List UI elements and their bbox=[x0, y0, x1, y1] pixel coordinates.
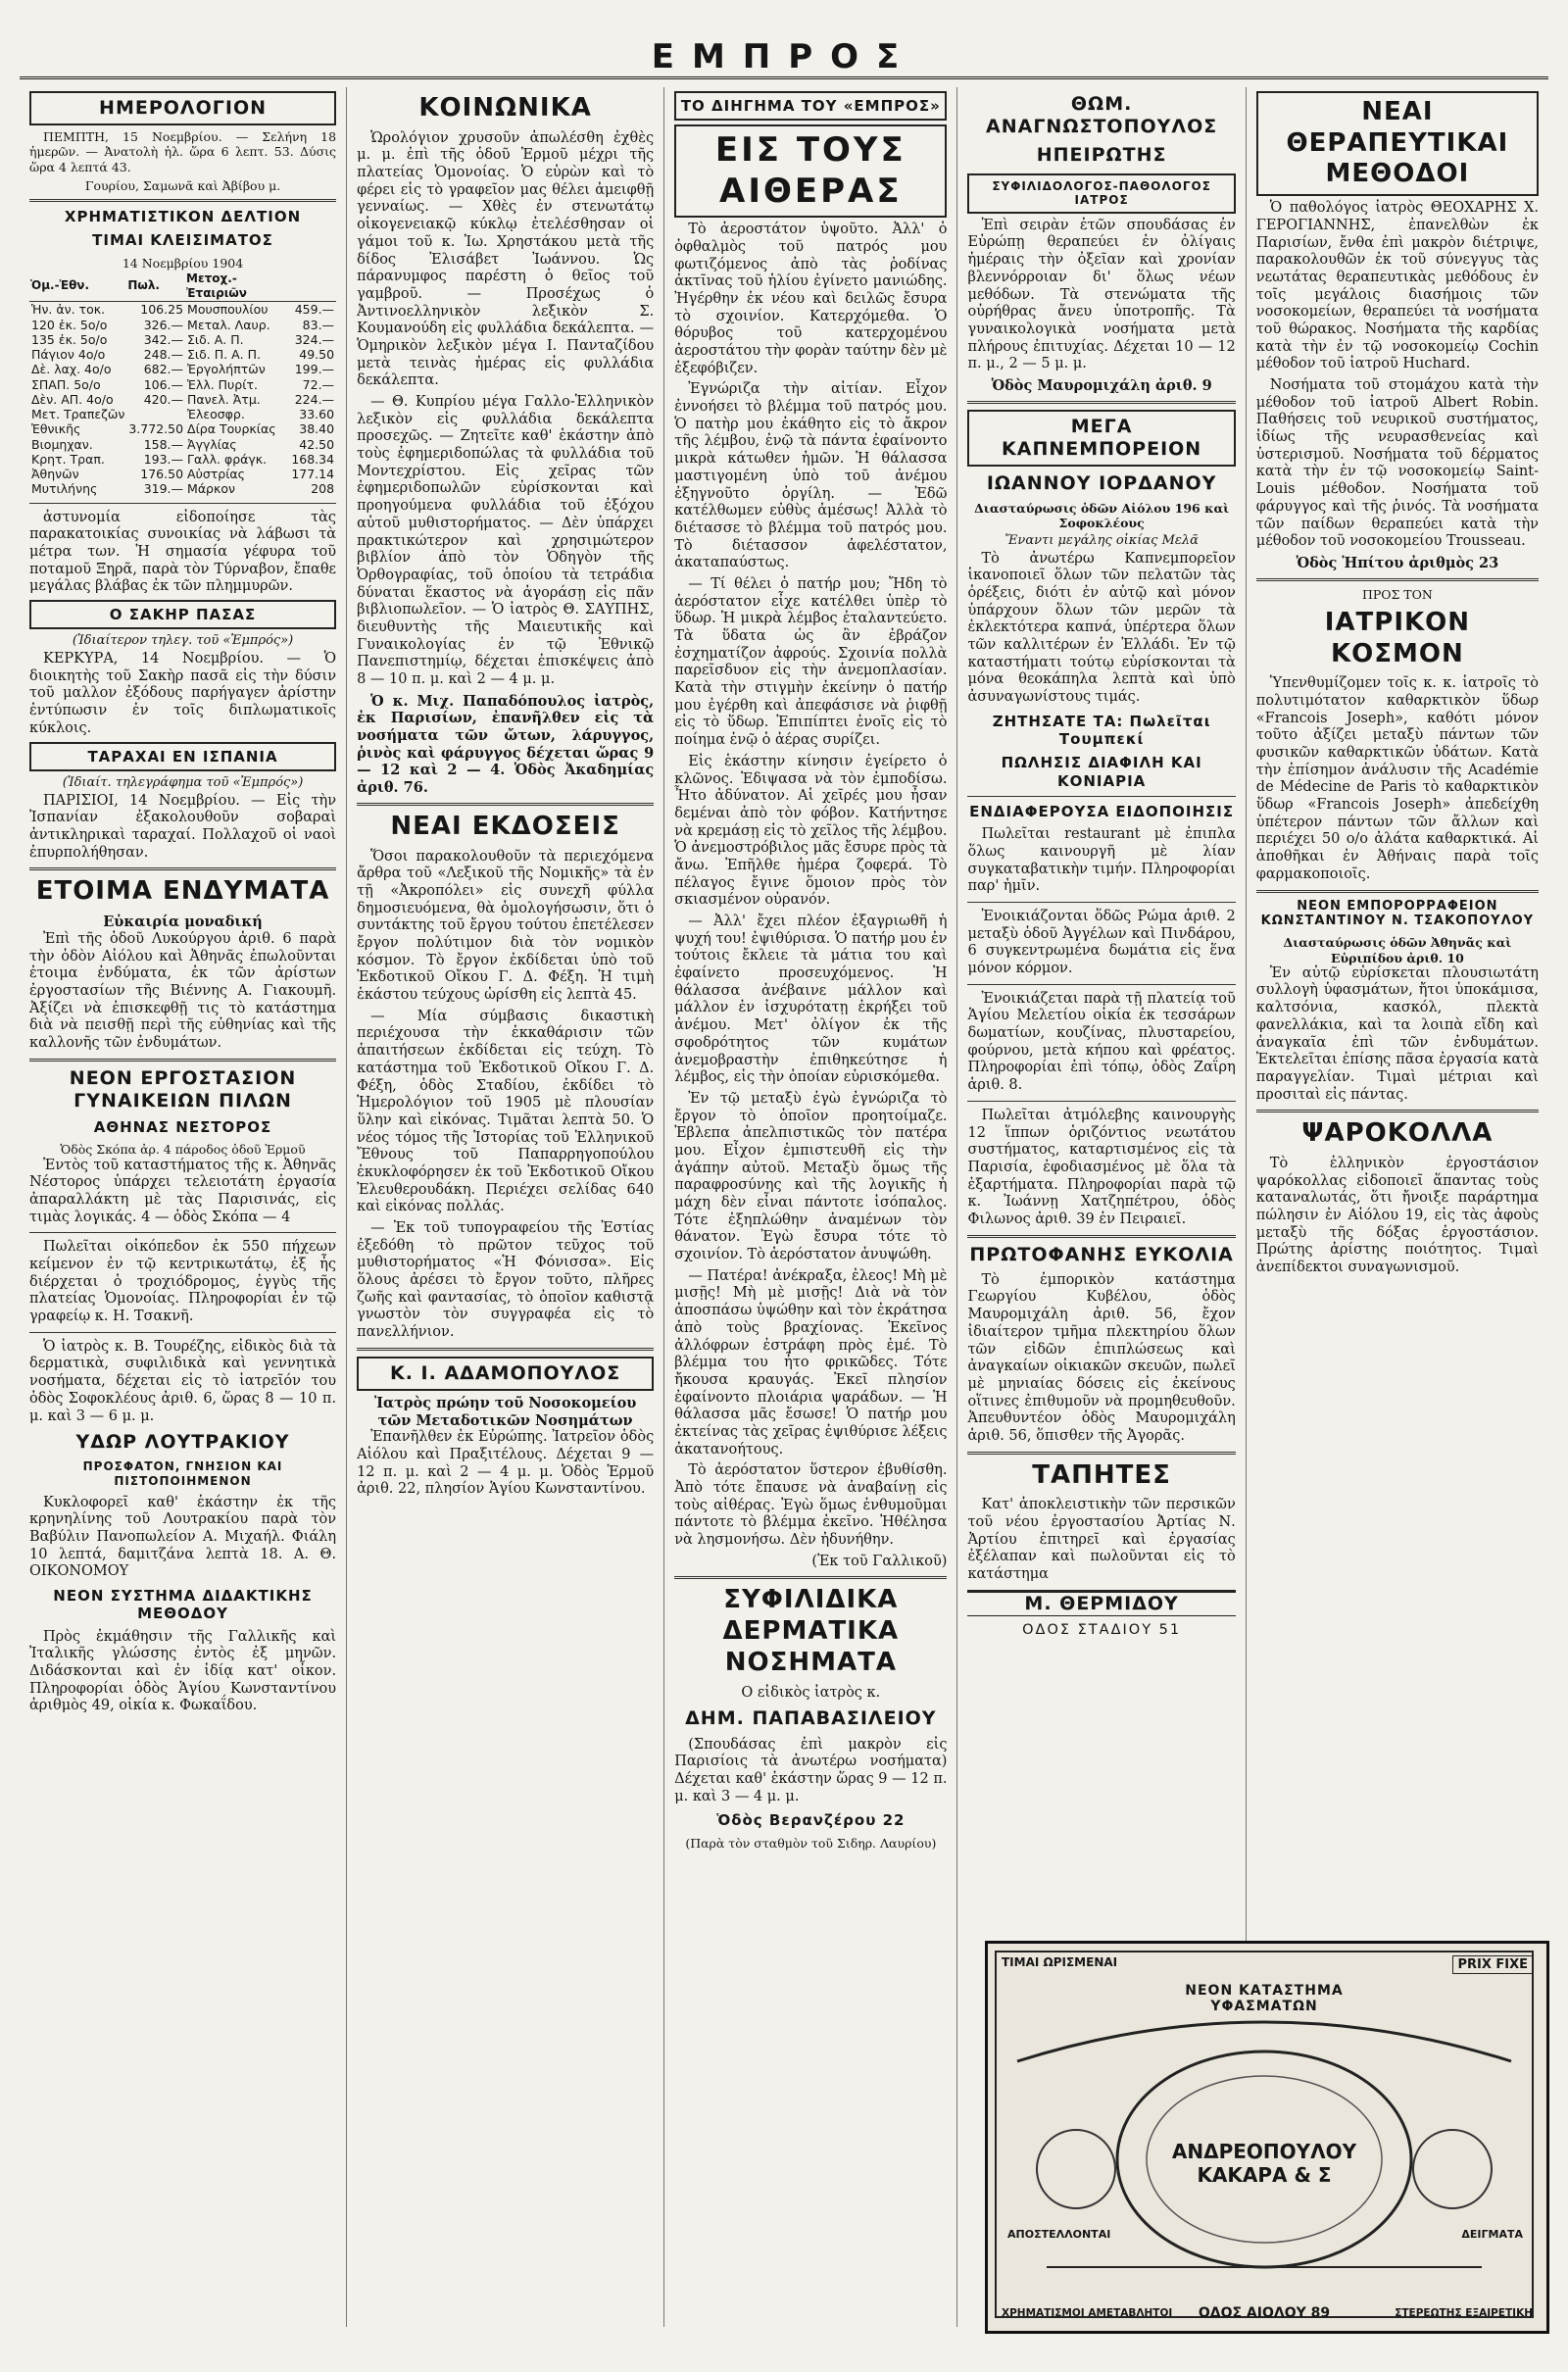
doctor-name-heading: ΘΩΜ. ΑΝΑΓΝΩΣΤΟΠΟΥΛΟΣ bbox=[986, 93, 1218, 138]
cosmos-heading: ΙΑΤΡΙΚΟΝ ΚΟΣΜΟΝ bbox=[1324, 607, 1471, 668]
water-heading: ΥΔΩΡ ΛΟΥΤΡΑΚΙΟΥ bbox=[75, 1431, 290, 1454]
price-table bbox=[29, 271, 336, 497]
price-table-row bbox=[29, 377, 336, 392]
price-table-cell: Σιδ. Α. Π. bbox=[187, 331, 244, 347]
cosmos-text: Ὑπενθυμίζομεν τοῖς κ. κ. ἰατροῖς τὸ πολυτιμότατον καθαρκτικὸν ὕδωρ «Francois Joseph», καθότι μόνον τοῦτο ἀξίζει μεταξὺ πάντων τῶν φυσικῶν καθαρκτικῶν ὑδάτων. Κατὰ τὴν ἐπίσημον ἀνάλυσιν τῆς Académie de Médecine de Paris τὸ καθαρκτικὸν ὕδωρ «Francois Joseph» ἀπεδείχθη ὑπέτερον πάντων τῶν ἄλλων καὶ περιέχει 50 ο/ο ἀλάτα καθαρκτικά. Αἱ ἀποθῆκαι ἐν Ἀθήναις παρὰ τοῖς φαρμακοποιοῖς. bbox=[1255, 675, 1539, 882]
pasha-heading: Ο ΣΑΚΗΡ ΠΑΣΑΣ bbox=[29, 600, 336, 629]
poster-left-label: ΑΠΟΣΤΕΛΛΟΝΤΑΙ bbox=[1007, 2228, 1111, 2241]
price-table-cell: Ἀγγλίας bbox=[187, 436, 237, 452]
column-1 bbox=[20, 87, 347, 2327]
syphilis-heading: ΣΥΦΙΛΙΔΙΚΑ ΔΕΡΜΑΤΙΚΑ ΝΟΣΗΜΑΤΑ bbox=[722, 1585, 900, 1677]
divider bbox=[29, 1332, 336, 1333]
price-table-cell: 319.— bbox=[143, 481, 184, 497]
price-table-cell: 177.14 bbox=[291, 467, 335, 482]
price-table-row bbox=[29, 347, 336, 362]
sale-text: Πωλεῖται οἰκόπεδον ἐκ 550 πήχεων κείμενον ἐν τῷ κεντρικωτάτῳ, ἐξ ἧς διέρχεται ὁ τροχιόδρομος, ἐγγὺς τῆς πλατείας Ὁμονοίας. Πληροφορίαι ἐν τῷ γραφείῳ κ. Η. Τσακνῆ. bbox=[29, 1239, 337, 1325]
syphilis-address: Ὁδὸς Βερανζέρου 22 bbox=[716, 1811, 906, 1830]
price-table-cell: Πάγιον 4ο/ο bbox=[31, 347, 106, 363]
social-heading: ΚΟΙΝΩΝΙΚΑ bbox=[418, 93, 592, 123]
price-table-cell: Ἑλλ. Πυρίτ. bbox=[187, 376, 258, 392]
factory-text: Ἐντὸς τοῦ καταστήματος τῆς κ. Ἀθηνᾶς Νέστορος ὑπάρχει τελειοτάτη ἐργασία ἀπαραλλάκτη μὲ τὰς Παρισινάς, εἰς τιμὰς λογικάς. 4 — ὁδὸς Σκόπα — 4 bbox=[29, 1157, 337, 1225]
new-methods-address: Ὁδὸς Ἡπίτου ἀριθμὸς 23 bbox=[1296, 554, 1499, 571]
market-subheading: ΤΙΜΑΙ ΚΛΕΙΣΙΜΑΤΟΣ bbox=[92, 231, 273, 250]
price-table-cell: 33.60 bbox=[299, 407, 335, 422]
column-3 bbox=[664, 87, 957, 2327]
easy-text: Τὸ ἐμπορικὸν κατάστημα Γεωργίου Κυβέλου, ὁδὸς Μαυρομιχάλη ἀριθ. 56, ἔχον ἰδιαίτερον τμῆμα πλεκτηρίου ὅλων τῶν εἰδῶν ἐπιπλώσεως καὶ ἀναγκαίων οἰκιακῶν σκευῶν, πωλεῖ μὲ μηνιαίας δόσεις εἰς ἐκείνους οἵτινες ἐπιθυμοῦν νὰ προμηθευθοῦν. Ἀπευθυντέον ὁδὸς Μαυρομιχάλη ἀριθ. 56, ὅπισθεν τῆς Ἀγορᾶς. bbox=[967, 1271, 1236, 1444]
poster-prix-fixe: PRIX FIXE bbox=[1452, 1955, 1533, 1974]
price-table-cell: 199.— bbox=[294, 362, 335, 377]
rugs-shop-name: Μ. ΘΕΡΜΙΔΟΥ bbox=[967, 1590, 1235, 1616]
price-table-cell: Μάρκον bbox=[187, 481, 235, 497]
spain-heading: ΤΑΡΑΧΑΙ ΕΝ ΙΣΠΑΝΙΑ bbox=[29, 742, 336, 771]
price-table-cell: Ἐργολήπτῶν bbox=[187, 362, 266, 377]
divider bbox=[967, 796, 1235, 797]
story-paragraph-4: Εἰς ἑκάστην κίνησιν ἐγείρετο ὁ κλῶνος. Ἐδιψασα νὰ τὸν ἐμποδίσω. Ἦτο ἀδύνατον. Αἱ χεῖρές μου ἦσαν δεμέναι ἀπὸ τὸν φόβον. Κατήντησε νὰ κρεμάσῃ εἰς τὸ χεῖλος τῆς λέμβου. Ὁ ἀνεμοστρόβιλος μᾶς ἔσυρε πρὸς τὰ ἄνω. Ἐπῆλθε ἡμέρα ζοφερά. Τὸ πέλαγος ἔγινε ὅμοιον πρὸς τὸν σκιασμένον οὐρανόν. bbox=[674, 753, 948, 909]
story-paragraph-6: Ἐν τῷ μεταξὺ ἐγὼ ἐγνώριζα τὸ ἔργον τὸ ὁποῖον προητοίμαζε. Ἐβλεπα ἀπελπιστικῶς τὸν πατέρα μου. Εἶχον ἐμπιστευθῆ εἰς τὴν ἀγάπην αὐτοῦ. Μεταξὺ ὅμως τῆς παραφροσύνης καὶ τῆς λογικῆς ἡ μάχη δὲν εἶναι πάντοτε ἰσόπαλος. Τότε ἐξηπλώθην ἀναμένων τὸν θάνατον. Ἐγὼ ἔσυρα τότε τὸ σχοινίον. Τὸ ἀερόστατον ἀνυψώθη. bbox=[674, 1090, 948, 1263]
price-table-cell: 168.34 bbox=[291, 451, 335, 467]
price-table-cell: 120 ἐκ. 5ο/ο bbox=[31, 317, 108, 332]
newspaper-title: ΕΜΠΡΟΣ bbox=[651, 37, 917, 76]
price-table-cell: 459.— bbox=[294, 302, 335, 318]
sell-heading: ΠΩΛΗΣΙΣ ΔΙΑΦΙΛΗ ΚΑΙ ΚΟΝΙΑΡΙΑ bbox=[1001, 754, 1202, 790]
syphilis-location: (Παρὰ τὸν σταθμὸν τοῦ Σιδηρ. Λαυρίου) bbox=[685, 1835, 937, 1851]
price-table-cell: 83.— bbox=[302, 317, 335, 332]
specialty-address: Ὁδὸς Μαυρομιχάλη ἀριθ. 9 bbox=[991, 376, 1212, 394]
social-text-2: — Θ. Κυπρίου μέγα Γαλλο-Ἑλληνικὸν λεξικὸν εἰς φυλλάδια δεκάλεπτα προσεχῶς. — Ζητεῖτε καθ' ἑκάστην ἀπὸ τοὺς ἐφημεριδοπώλας τὰ φυλλάδια τοῦ Μοντεχρίστου. Εἰς χεῖρας τῶν ἐφημεριδοπωλῶν εὑρίσκονται καὶ προηγούμενα φυλλάδια τοῦ ἐξόχου αὐτοῦ μυθιστορήματος. — Δὲν ὑπάρχει πρακτικώτερον καὶ χρησιμώτερον βιβλίον ἀπὸ τὸν Ὁδηγὸν τῆς Ὀρθογραφίας, τοῦ ὁποίου τὰ τετράδια δύναται ἕκαστος νὰ ἀγοράσῃ εἰς πᾶν βιβλιοπωλεῖον. — Ὁ ἰατρὸς Θ. ΣΑΥΠΗΣ, διευθυντὴς τῆς Μαιευτικῆς καὶ Γυναικολογίας ἐν τῷ Ἐθνικῷ Πανεπιστημίῳ, δέχεται ἐπισκέψεις ἀπὸ 8 — 10 π. μ. καὶ 2 — 4 μ. μ. bbox=[357, 394, 655, 688]
price-table-cell: 135 ἐκ. 5ο/ο bbox=[31, 331, 108, 347]
price-table-cell: 106.25 bbox=[140, 302, 184, 318]
rugs-text: Κατ' ἀποκλειστικὴν τῶν περσικῶν τοῦ νέου ἐργοστασίου Ἀρτίας Ν. Ἀρτίου ἐπιτηρεῖ καὶ ἐργασίας ἐξέλαπαν καὶ πωλοῦνται εἰς τὸ κατάστημα bbox=[967, 1497, 1236, 1583]
calendar-heading: ΗΜΕΡΟΛΟΓΙΟΝ bbox=[29, 91, 336, 125]
price-table-row bbox=[29, 437, 336, 452]
sale2-text: Πωλεῖται ἀτμόλεβης καινουργὴς 12 ἵππων ὁριζόντιος νεωτάτου συστήματος, καταρτισμένος εἰς τὰ Παρισία, ἐφοδιασμένος μὲ ὅλα τὰ ἐξαρτήματα. Πληροφορίαι παρὰ τῷ κ. Ἰωάννῃ Χατζηπέτρου, ὁδὸς Φιλωνος ἀριθ. 39 ἐν Πειραιεῖ. bbox=[967, 1107, 1236, 1227]
price-table-cell: 324.— bbox=[294, 331, 335, 347]
masthead bbox=[20, 20, 1548, 79]
price-table-cell: Ἐθνικῆς bbox=[31, 421, 81, 437]
price-table-cell: 106.— bbox=[143, 376, 184, 392]
sewing-text: Ἐν αὐτῷ εὑρίσκεται πλουσιωτάτη συλλογὴ ὑφασμάτων, ἤτοι ὑποκάμισα, καλτσόνια, κασκόλ, πλεκτὰ φανελλάκια, καὶ τα λοιπὰ εἴδη καὶ ἀναγκαῖα ἐπὶ τῶν ἐνδυμάτων. Ἐκτελεῖται ἐπίσης πᾶσα ἐργασία κατὰ παραγγελίαν. Τιμαὶ μέτριαι καὶ προσιταὶ εἰς πάντας. bbox=[1255, 964, 1539, 1103]
price-table-cell: Δὲ. λαχ. 4ο/ο bbox=[31, 362, 112, 377]
price-table-cell: 420.— bbox=[143, 391, 184, 407]
price-table-cell: Μεταλ. Λαυρ. bbox=[187, 317, 270, 332]
story-heading: ΤΟ ΔΙΗΓΗΜΑ ΤΟΥ «ΕΜΠΡΟΣ» bbox=[674, 91, 947, 121]
price-table-cell: 248.— bbox=[143, 347, 184, 363]
price-table-cell: Αὐστρίας bbox=[187, 467, 246, 482]
sewing-heading: ΝΕΟΝ ΕΜΠΟΡΟΡΡΑΦΕΙΟΝ ΚΩΝΣΤΑΝΤΙΝΟΥ Ν. ΤΣΑΚΟΠΟΥΛΟΥ bbox=[1260, 898, 1535, 929]
interest-text: Πωλεῖται restaurant μὲ ἐπιπλα ὅλως καινουργῆ μὲ λίαν συγκαταβατικὴν τιμήν. Πληροφορίαι παρ' ἡμῖν. bbox=[967, 826, 1236, 895]
divider bbox=[29, 1232, 336, 1233]
price-table-row bbox=[29, 421, 336, 436]
story-paragraph-2: Ἐγνώριζα τὴν αἰτίαν. Εἶχον ἐννοήσει τὸ βλέμμα τοῦ πατρός μου. Ὁ πατὴρ μου ἐκάθητο εἰς τὸ ἄκρον τῆς λέμβου, ἐνῷ τὰ πάντα ἐφαίνοντο μικρὰ κάτωθεν ἡμῶν. Ἡ θάλασσα μαστιγομένη ὑπὸ τοῦ ἀνέμου ἐξηγνοῦτο ὀργίλη. — Ἐδῶ κατέλθωμεν εὐθὺς ἀμέσως! Ἀλλὰ τὸ διέτασσε τὸ βλέμμα τοῦ πατρός μου. Τὸ διέτασσον ἀφελέστατον, ἀκαταπαύστως. bbox=[674, 381, 948, 571]
price-table-cell: 326.— bbox=[143, 317, 184, 332]
price-table-cell: 49.50 bbox=[299, 347, 335, 363]
price-table-cell: 224.— bbox=[294, 391, 335, 407]
poster-top-center: ΝΕΟΝ ΚΑΤΑΣΤΗΜΑ ΥΦΑΣΜΑΤΩΝ bbox=[1185, 1983, 1344, 2014]
price-table-cell: 72.— bbox=[302, 376, 335, 392]
price-table-cell: 42.50 bbox=[299, 436, 335, 452]
divider bbox=[1256, 890, 1539, 893]
publications-text-3: — Ἐκ τοῦ τυπογραφείου τῆς Ἑστίας ἐξεδόθη τὸ πρῶτον τεῦχος τοῦ μυθιστορήματος «Ἡ Φόνισσα». Εἰς ὅλους ἀρέσει τὸ ἔργον τοῦτο, πλῆρες ζωῆς καὶ φαντασίας, τὸ ὁποῖον καθιστᾷ γνωστὸν τὸν συγγραφέα εἰς τὸ πανελλήνιον. bbox=[357, 1220, 655, 1341]
price-table-cell: 38.40 bbox=[299, 421, 335, 437]
price-table-row bbox=[29, 467, 336, 481]
price-table-cell: Ἡν. ἀν. τοκ. bbox=[31, 302, 106, 318]
price-table-row bbox=[29, 452, 336, 467]
price-table-cell: Γαλλ. φράγκ. bbox=[187, 451, 268, 467]
publications-heading: ΝΕΑΙ ΕΚΔΟΣΕΙΣ bbox=[390, 811, 620, 841]
price-table-row bbox=[29, 392, 336, 407]
syphilis-doctor-name: ΔΗΜ. ΠΑΠΑΒΑΣΙΛΕΙΟΥ bbox=[685, 1707, 937, 1730]
divider bbox=[967, 1101, 1235, 1102]
rent-text-2: Ἐνοικιάζεται παρὰ τῇ πλατείᾳ τοῦ Ἁγίου Μελετίου οἰκία ἐκ τεσσάρων δωματίων, κουζίνας, πλυσταρείου, φούρνου, μετὰ κήπου καὶ φρέατος. Πληροφορίαι ἐπὶ τόπῳ, ὁδὸς Ζαΐρη ἀριθ. 8. bbox=[967, 990, 1236, 1094]
easy-heading: ΠΡΩΤΟΦΑΝΗΣ ΕΥΚΟΛΙΑ bbox=[969, 1243, 1234, 1265]
rent-text: Ἐνοικιάζονται ὅδῶς Ρώμα ἀριθ. 2 μεταξὺ ὁδοῦ Ἀγγέλων καὶ Πινδάρου, 6 συγκεντρωμένα δωμάτια εἰς ἕνα μόνον κόρμον. bbox=[967, 908, 1236, 976]
divider bbox=[1256, 578, 1539, 581]
syphilis-subheading: Ο εἰδικὸς ἰατρὸς κ. bbox=[741, 1684, 881, 1701]
clothes-subheading: Εὐκαιρία μοναδική bbox=[103, 914, 263, 931]
price-table-cell: 682.— bbox=[143, 362, 184, 377]
price-table-cell: Κρητ. Τραπ. bbox=[31, 451, 105, 467]
price-table-cell: Μετ. Τραπεζῶν bbox=[31, 407, 125, 422]
divider bbox=[967, 1452, 1235, 1455]
market-date: 14 Νοεμβρίου 1904 bbox=[122, 255, 244, 271]
tobacco-heading: ΜΕΓΑ ΚΑΠΝΕΜΠΟΡΕΙΟΝ bbox=[967, 410, 1235, 467]
divider bbox=[29, 867, 336, 870]
price-table-cell: Βιομηχαν. bbox=[31, 436, 93, 452]
divider bbox=[29, 1059, 336, 1062]
story-paragraph-1: Τὸ ἀεροστάτον ὑψοῦτο. Ἀλλ' ὁ ὀφθαλμὸς τοῦ πατρός μου φωτιζόμενος ἀπὸ τὰς ῥοδίνας ἀκτῖνας τοῦ ἡλίου ἐγίνετο μανιώδης. Ἠγέρθην ἐκ νέου καὶ δειλῶς ἔσυρα τὸ σχοινίον. Κατερχόμεθα. Ὁ θόρυβος τοῦ κατερχομένου ἀεροστάτου τὴν φορὰν ταύτην δὲν μὲ ἐξεφόβιζεν. bbox=[674, 222, 948, 376]
divider bbox=[1256, 1110, 1539, 1112]
adamopoulos-subheading: Ἰατρὸς πρώην τοῦ Νοσοκομείου τῶν Μεταδοτικῶν Νοσημάτων bbox=[373, 1394, 637, 1429]
divider bbox=[29, 199, 336, 202]
pasha-text: ΚΕΡΚΥΡΑ, 14 Νοεμβρίου. — Ὁ διοικητὴς τοῦ Σακὴρ πασᾶ εἰς τὴν δύσιν τοῦ μαλλον ἐξόδους παρήγαγεν ἀρίστην ἐντύπωσιν ἐν τοῖς διπλωματικοῖς κύκλοις. bbox=[29, 651, 337, 736]
glue-heading: ΨΑΡΟΚΟΛΛΑ bbox=[1301, 1118, 1494, 1149]
price-table-row bbox=[29, 302, 336, 318]
price-table-row bbox=[29, 362, 336, 376]
price-table-cell: Σιδ. Π. Α. Π. bbox=[187, 347, 261, 363]
price-table-cell: Μυτιλήνης bbox=[31, 481, 98, 497]
glue-text: Τὸ ἑλληνικὸν ἐργοστάσιον ψαρόκολλας εἰδοποιεῖ ἅπαντας τοὺς καταναλωτάς, ὅτι ἤνοιξε παράρτημα πώλησιν ἐν Αἰόλου 19, εἰς τὰς ἀφοὺς μεταξὺ τῆς δόξας ἐργοστάσιον. Πρώτης ἀρίστης ποιότητος. Τιμαὶ ἀνεπίδεκτοι συναγωνισμοῦ. bbox=[1255, 1155, 1539, 1276]
publications-text: Ὅσοι παρακολουθοῦν τὰ περιεχόμενα ἄρθρα τοῦ «Λεξικοῦ τῆς Νομικῆς» τὰ ἐν τῇ «Ἀκροπόλει» εἰς συνεχῆ φύλλα δημοσιευόμενα, θὰ ὁμολογήσωσιν, ὅτι ὁ συντάκτης τοῦ ἔργου τούτου ἐπετέλεσεν ἔργον πολύτιμον διὰ τὸν νομικὸν κόσμον. Τὸ ἔργον ἐκδίδεται ὑπὸ τοῦ Ἐκδοτικοῦ Οἴκου Γ. Δ. Φέξη. Ἡ τιμὴ ἑκάστου τεύχους ὡρίσθη εἰς λεπτὰ 45. bbox=[357, 848, 655, 1004]
zitite-heading: ΖΗΤΗΣΑΤΕ ΤΑ: Πωλεῖται Τουμπεκί bbox=[992, 712, 1211, 748]
poster-shop-name: ΑΝΔΡΕΟΠΟΥΛΟΥ ΚΑΚΑΡΑ & Σ bbox=[1171, 2140, 1357, 2187]
saints-line: Γουρίου, Σαμωνᾶ καὶ Ἀβίβου μ. bbox=[84, 177, 281, 193]
spain-source: (Ἰδιαίτ. τηλεγράφημα τοῦ «Ἐμπρός») bbox=[62, 774, 304, 790]
doctor-origin: ΗΠΕΙΡΩΤΗΣ bbox=[1036, 144, 1167, 167]
price-table-header: Πωλ. bbox=[126, 271, 185, 302]
price-table-cell: ΣΠΑΠ. 5ο/ο bbox=[31, 376, 101, 392]
price-table-cell bbox=[126, 407, 185, 421]
syphilis-text: (Σπουδάσας ἐπὶ μακρὸν εἰς Παρισίοις τὰ ἀνωτέρω νοσήματα) Δέχεται καθ' ἑκάστην ὥρας 9 — 12 π. μ. καὶ 3 — 4 μ. μ. bbox=[674, 1736, 948, 1804]
factory-owner: ΑΘΗΝΑΣ ΝΕΣΤΟΡΟΣ bbox=[93, 1118, 272, 1137]
price-table-cell: Δὲν. ΑΠ. 4ο/ο bbox=[31, 391, 114, 407]
adamopoulos-text: Ἐπανῆλθεν ἐκ Εὐρώπης. Ἰατρεῖον ὁδὸς Αἰόλου καὶ Πραξιτέλους. Δέχεται 9 — 12 π. μ. καὶ 2 — 4 μ. μ. Ὁδὸς Ἑρμοῦ ἀριθ. 22, πλησίον Ἁγίου Κωνσταντίνου. bbox=[357, 1429, 655, 1498]
story-signature: (Ἐκ τοῦ Γαλλικοῦ) bbox=[811, 1553, 948, 1569]
divider bbox=[29, 503, 336, 504]
specialty-text: Ἐπὶ σειρὰν ἐτῶν σπουδάσας ἐν Εὐρώπῃ θεραπεύει ἐν ὀλίγαις ἡμέραις τὴν ὀξεῖαν καὶ χρονίαν βλεννόρροιαν δι' ὅλως νέων μεθόδων. Τὰ στενώματα τῆς οὐρήθρας ἄνευ ὑποτροπῆς. Τὰ γυναικολογικὰ νοσήματα μετὰ πλήρους ἐπιτυχίας. Δέχεται 10 — 12 π. μ., 2 — 5 μ. μ. bbox=[967, 217, 1236, 372]
new-methods-heading: ΝΕΑΙ ΘΕΡΑΠΕΥΤΙΚΑΙ ΜΕΘΟΔΟΙ bbox=[1256, 91, 1539, 196]
tobacco-address: Διασταύρωσις ὁδῶν Αἰόλου 196 καὶ Σοφοκλέους bbox=[974, 501, 1230, 531]
doctor-specialty: ΣΥΦΙΛΙΔΟΛΟΓΟΣ-ΠΑΘΟΛΟΓΟΣ ΙΑΤΡΟΣ bbox=[967, 173, 1235, 214]
tobacco-text: Τὸ ἀνωτέρω Καπνεμπορεῖον ἱκανοποιεῖ ὅλων τῶν πελατῶν τὰς ὀρέξεις, διότι ἐν αὐτῷ καὶ μόνον ὑπάρχουν ὅλων τῶν μερῶν τὰ ἐκλεκτότερα καπνά, ὑπέρτερα ὅλων τῶν καλλιτέρων ἐν Ἑλλάδι. Ἐν τῷ καταστήματι τούτῳ εὑρίσκονται τὰ μόνα θεοκάπηλα λεπτὰ καὶ ὑπὸ ἀσυναγωνίστους τιμάς. bbox=[967, 550, 1236, 706]
system-heading: ΝΕΟΝ ΣΥΣΤΗΜΑ ΔΙΔΑΚΤΙΚΗΣ ΜΕΘΟΔΟΥ bbox=[53, 1587, 313, 1623]
divider bbox=[357, 803, 654, 806]
social-text: Ὡρολόγιον χρυσοῦν ἀπωλέσθη ἐχθὲς μ. μ. ἐπὶ τῆς ὁδοῦ Ἑρμοῦ μέχρι τῆς πλατείας Ὁμονοίας. Ὁ εὑρὼν καὶ τὸ φέρει εἰς τὸ γραφεῖον μας θέλει ἀμειφθῇ γενναίως. — Χθὲς ἐν στενωτάτῳ οἰκογενειακῷ κύκλῳ ἐτελέσθησαν οἱ γάμοι τοῦ κ. Ἰω. Χρηστάκου μετὰ τῆς δίδος Ἐλισάβετ Ἰωάννου. Ὡς πάρανυμφος παρέστη ὁ θεῖος τοῦ γαμβροῦ. — Προσέχως ὁ Ἀντινοελληνικὸν λεξικὸν Σ. Κουμανούδη εἰς φυλλάδια δεκάλεπτα. — Ὁμηρικὸν λεξικὸν μέγα Ι. Πανταζίδου μετὰ τεινὰς ἡμέρας εἰς φυλλάδια δεκάλεπτα. bbox=[357, 129, 655, 389]
price-table-cell: Δίρα Τουρκίας bbox=[187, 421, 276, 437]
new-methods-text: Ὁ παθολόγος ἰατρὸς ΘΕΟΧΑΡΗΣ Χ. ΓΕΡΟΓΙΑΝΝΗΣ, ἐπανελθὼν ἐκ Παρισίων, ἔνθα ἐπὶ μακρὸν διέτριψε, παρακολουθῶν ἐκ τοῦ σύνεγγυς τὰς νεωτάτας θεραπευτικὰς μεθόδους ἐν τοῖς μεγάλοις διασήμοις τῶν νοσοκομείων, θεραπεύει τὰ νοσήματα τοῦ θώρακος. Νοσήματα τῆς καρδίας κατὰ τὴν ἐν τῷ νοσοκομείῳ Cochin μέθοδον τοῦ ἰατροῦ Huchard. bbox=[1255, 200, 1539, 372]
price-table-cell: Πανελ. Ἀτμ. bbox=[187, 391, 261, 407]
water-subheading: ΠΡΟΣΦΑΤΟΝ, ΓΝΗΣΙΟΝ ΚΑΙ ΠΙΣΤΟΠΟΙΗΜΕΝΟΝ bbox=[82, 1459, 283, 1488]
price-table-header bbox=[289, 271, 336, 302]
divider bbox=[967, 902, 1235, 903]
divider bbox=[967, 984, 1235, 985]
column-2 bbox=[347, 87, 664, 2327]
rugs-shop-address: ΟΔΟΣ ΣΤΑΔΙΟΥ 51 bbox=[1022, 1622, 1182, 1638]
fabric-store-poster bbox=[985, 1941, 1549, 2334]
spain-text: ΠΑΡΙΣΙΟΙ, 14 Νοεμβρίου. — Εἰς τὴν Ἰσπανίαν ἐξακολουθοῦν σοβαραὶ ἀντικληρικαὶ ταραχαί. Πολλαχοῦ οἱ ναοὶ ἐπυρπολήθησαν. bbox=[29, 792, 337, 861]
price-table-cell: 342.— bbox=[143, 331, 184, 347]
interest-heading: ΕΝΔΙΑΦΕΡΟΥΣΑ ΕΙΔΟΠΟΙΗΣΙΣ bbox=[969, 802, 1235, 820]
price-table-cell: 176.50 bbox=[140, 467, 184, 482]
new-methods-text-2: Νοσήματα τοῦ στομάχου κατὰ τὴν μέθοδον τοῦ ἰατροῦ Albert Robin. Παθήσεις τοῦ νευρικοῦ συστήματος, ἰδίως τῆς νευρασθενείας καὶ ὑστερισμοῦ. Νοσήματα τοῦ δέρματος κατὰ τὴν ἐν τῷ νοσοκομείῳ Saint-Louis μέθοδον. Νοσήματα τοῦ φάρυγγος καὶ τῆς ῥινός. Τὰ νοσήματα τῶν παίδων θεραπεύει κατὰ τὴν μέθοδον τοῦ νοσοκομείου Trousseau. bbox=[1255, 377, 1539, 550]
price-table-cell: 3.772.50 bbox=[128, 421, 184, 437]
cosmos-pre: ΠΡΟΣ ΤΟΝ bbox=[1361, 586, 1433, 602]
clothes-text: Ἐπὶ τῆς ὁδοῦ Λυκούργου ἀριθ. 6 παρὰ τὴν ὁδὸν Αἰόλου καὶ Ἀθηνᾶς ἐπωλοῦνται ἐτοιμα ἐνδύματα, ἐκ τῶν ἀρίστων ἐργοστασίων τῆς Βιέννης Α. Γιακουμῆ. Ἀξίζει νὰ ἐπισκεφθῇ τις τὸ κατάστημα διὰ νὰ πεισθῇ περὶ τῆς εὐθηνίας καὶ τῆς καλλονῆς τῶν ἐνδυμάτων. bbox=[29, 930, 337, 1051]
pasha-source: (Ἰδιαίτερον τηλεγ. τοῦ «Ἐμπρός») bbox=[72, 633, 294, 649]
price-table-cell: Μουσπουλίου bbox=[187, 302, 269, 318]
rugs-heading: ΤΑΠΗΤΕΣ bbox=[1032, 1459, 1171, 1490]
price-table-cell: 208 bbox=[311, 481, 335, 497]
price-table-cell: 193.— bbox=[143, 451, 184, 467]
calendar-text: ΠΕΜΠΤΗ, 15 Νοεμβρίου. — Σελήνη 18 ἡμερῶν. — Ἀνατολὴ ἡλ. ὥρα 6 λεπτ. 53. Δύσις ὥρα 4 λεπτά 43. bbox=[29, 129, 337, 174]
price-table-row bbox=[29, 332, 336, 347]
story-paragraph-5: — Ἀλλ' ἔχει πλέον ἐξαγριωθῆ ἡ ψυχή του! ἐψιθύρισα. Ὁ πατήρ μου ἐν τούτοις ἔκλειε τὰ μάτια του καὶ ἐφαίνετο προσευχόμενος. Ἡ θάλασσα ἀνέβαινε μάλλον καὶ μάλλον ἐν ἰσχυρότατῃ ἐκρήξει τοῦ ἀνέμου. Μετ' ὀλίγον ἐκ τῆς σφοδρότητος τῶν κυμάτων ἀνεμοβραστὴν ἐπιθηκεύτησε ἡ λέμβος, εἰς τὴν ὁποίαν εὑρισκόμεθα. bbox=[674, 914, 948, 1086]
divider bbox=[967, 401, 1235, 404]
poster-top-left: ΤΙΜΑΙ ΩΡΙΣΜΕΝΑΙ bbox=[1002, 1955, 1118, 1969]
adamopoulos-heading: Κ. Ι. ΑΔΑΜΟΠΟΥΛΟΣ bbox=[357, 1357, 654, 1391]
price-table-cell: 158.— bbox=[143, 436, 184, 452]
doctor-notice: Ὁ κ. Μιχ. Παπαδόπουλος ἰατρὸς, ἐκ Παρισίων, ἐπανῆλθεν εἰς τὰ νοσήματα τῶν ὤτων, λάρυγγος, ῥινὸς καὶ φάρυγγος δέχεται ὥρας 9 — 12 καὶ 2 — 4. Ὁδὸς Ἀκαδημίας ἀριθ. 76. bbox=[357, 692, 655, 797]
factory-heading: ΝΕΟΝ ΕΡΓΟΣΤΑΣΙΟΝ ΓΥΝΑΙΚΕΙΩΝ ΠΙΛΩΝ bbox=[69, 1066, 297, 1112]
market-heading: ΧΡΗΜΑΤΙΣΤΙΚΟΝ ΔΕΛΤΙΟΝ bbox=[64, 208, 302, 226]
news-paragraph: ἀστυνομία εἰδοποίησε τὰς παρακατοικίας συνοικίας νὰ λάβωσι τὰ μέτρα των. Ἡ σημασία γέφυρα τοῦ ποταμοῦ Ξηρᾶ, παρὰ τὸν Τύρναβον, ἔπαθε μεγάλας βλάβας ἐκ τῶν πλημμυρῶν. bbox=[29, 509, 337, 595]
divider bbox=[967, 1235, 1235, 1238]
story-paragraph-8: Τὸ ἀερόστατον ὕστερον ἐβυθίσθη. Ἀπὸ τότε ἔπαυσε νὰ ἀναβαίνῃ εἰς τοὺς αἰθέρας. Ἐγὼ ὅμως ἐνθυμοῦμαι πάντοτε τὸ βλέμμα ἐκεῖνο. Ἠθέλησα νὰ λησμονήσω. Δὲν ἠδυνήθην. bbox=[674, 1462, 948, 1549]
price-table-header: Ὁμ.-Ἐθν. bbox=[29, 271, 126, 302]
price-table-cell: Ἐλεοσφρ. bbox=[187, 407, 245, 422]
price-table-cell: Ἀθηνῶν bbox=[31, 467, 79, 482]
poster-bottom-left: ΧΡΗΜΑΤΙΣΜΟΙ ΑΜΕΤΑΒΛΗΤΟΙ bbox=[1002, 2307, 1173, 2319]
price-table-row bbox=[29, 481, 336, 496]
factory-address: Ὁδὸς Σκόπα ἀρ. 4 πάροδος ὁδοῦ Ἑρμοῦ bbox=[60, 1142, 306, 1158]
system-text: Πρὸς ἐκμάθησιν τῆς Γαλλικῆς καὶ Ἰταλικῆς γλώσσης ἐντὸς ἐξ μηνῶν. Διδάσκονται καὶ ἐν ἰδίᾳ κατ' οἶκον. Πληροφορίαι ὁδὸς Ἁγίου Κωνσταντίνου ἀριθμὸς 49, οἰκία κ. Φωκαΐδου. bbox=[29, 1628, 337, 1714]
sewing-address: Διασταύρωσις ὁδῶν Ἀθηνᾶς καὶ Εὐριπίδου ἀριθ. 10 bbox=[1283, 935, 1512, 965]
price-table-row bbox=[29, 318, 336, 332]
poster-right-label: ΔΕΙΓΜΑΤΑ bbox=[1461, 2228, 1523, 2241]
clothes-heading: ΕΤΟΙΜΑ ΕΝΔΥΜΑΤΑ bbox=[35, 876, 330, 907]
water-text: Κυκλοφορεῖ καθ' ἑκάστην ἐκ τῆς κρηνηλίνης τοῦ Λουτρακίου παρὰ τὸν Βαβύλιν Πανοπωλείον Α. Μιχαήλ. Φιάλη 10 λεπτά, δαμιτζάνα λεπτὰ 18. Α. Θ. ΟΙΚΟΝΟΜΟΥ bbox=[29, 1494, 337, 1580]
divider bbox=[357, 1348, 654, 1351]
doctor-text: Ὁ ἰατρὸς κ. Β. Τουρέζης, εἰδικὸς διὰ τὰ δερματικὰ, συφιλιδικὰ καὶ γεννητικὰ νοσήματα, δέχεται εἰς τὸ ἰατρεῖόν του ὁδὸς Σοφοκλέους ἀριθ. 6, ὥρας 8 — 10 π. μ. καὶ 3 — 6 μ. μ. bbox=[29, 1338, 337, 1424]
story-title: ΕΙΣ ΤΟΥΣ ΑΙΘΕΡΑΣ bbox=[674, 124, 947, 218]
poster-address: ΟΔΟΣ ΑΙΟΛΟΥ 89 bbox=[1198, 2305, 1331, 2321]
newspaper-page bbox=[20, 20, 1548, 2333]
tobacco-owner: ΙΩΑΝΝΟΥ ΙΟΡΔΑΝΟΥ bbox=[986, 471, 1217, 494]
story-paragraph-7: — Πατέρα! ἀνέκραξα, ἐλεος! Μὴ μὲ μισῇς! Μὴ μὲ μισῇς! Διὰ νὰ τὸν ἀποσπάσω ὑψώθην καὶ τὸν ἐκράτησα ἀπὸ τοὺς βραχίονας. Ἐκεῖνος ἀλλόφρων ἐστράφη πρὸς ἐμέ. Τὸ βλέμμα του ἦτο φρικῶδες. Τότε ἤκουσα κραυγάς. Ἐκεῖ πλησίον ἐφαίνοντο πλοιάρια ψαράδων. — Ἡ θάλασσα μᾶς ἔσωσε! Ὁ πατήρ μου ἐκτείνας τὰς χεῖρας ἐψιθύρισε λέξεις ἀκατανοήτους. bbox=[674, 1267, 948, 1458]
publications-text-2: — Μία σύμβασις δικαστικὴ περιέχουσα τὴν ἐκκαθάρισιν τῶν ἀπαιτήσεων ἐκδίδεται εἰς τεύχη. Τὸ κατάστημα τοῦ Ἐκδοτικοῦ Οἴκου Γ. Δ. Φέξη, ὁδὸς Σταδίου, ἐκδίδει τὸ Ἡμερολόγιον τοῦ 1905 μὲ πλουσίαν ὕλην καὶ εἰκόνας. Τιμᾶται λεπτὰ 50. Ὁ νέος τόμος τῆς Ἱστορίας τοῦ Ἑλληνικοῦ Ἔθνους τοῦ Παπαρρηγοπούλου ἐκυκλοφόρησεν ἐκ τοῦ Ἐκδοτικοῦ Οἴκου Ἐλευθερουδάκη. Περιέχει σελίδας 640 καὶ εἰκόνας πολλάς. bbox=[357, 1008, 655, 1215]
price-table-header: Μετοχ.-Ἐταιριῶν bbox=[185, 271, 289, 302]
divider bbox=[674, 1576, 947, 1579]
tobacco-subheading: Ἔναντι μεγάλης οἰκίας Μελᾶ bbox=[1004, 532, 1199, 548]
story-paragraph-3: — Τί θέλει ὁ πατήρ μου; Ἤδη τὸ ἀερόστατον εἶχε κατέλθει ὑπὲρ τὸ ὕδωρ. Ἡ μικρὰ λέμβος ἐταλαντεύετο. Τὰ ὕδατα ὡς ἂν ἐβράζον ἐσχηματίζον ἀφρούς. Σχοινία πολλὰ παρεῖσδυον εἰς τὴν ἀνεμοπλασίαν. Κατὰ τὴν στιγμὴν ἐκείνην ὁ πατήρ μου ἐγέρθη καὶ ἀπεφάσισε νὰ ῥιφθῇ εἰς τὸ ὕδωρ. Ἐπιπίπτει ἐνοῖς εἰς τὸ ποίημα ἐνῷ ὁ ἀέρας συρίζει. bbox=[674, 575, 948, 749]
poster-bottom-right: ΣΤΕΡΕΩΤΗΣ ΕΞΑΙΡΕΤΙΚΗ bbox=[1395, 2307, 1533, 2319]
price-table-row bbox=[29, 407, 336, 421]
